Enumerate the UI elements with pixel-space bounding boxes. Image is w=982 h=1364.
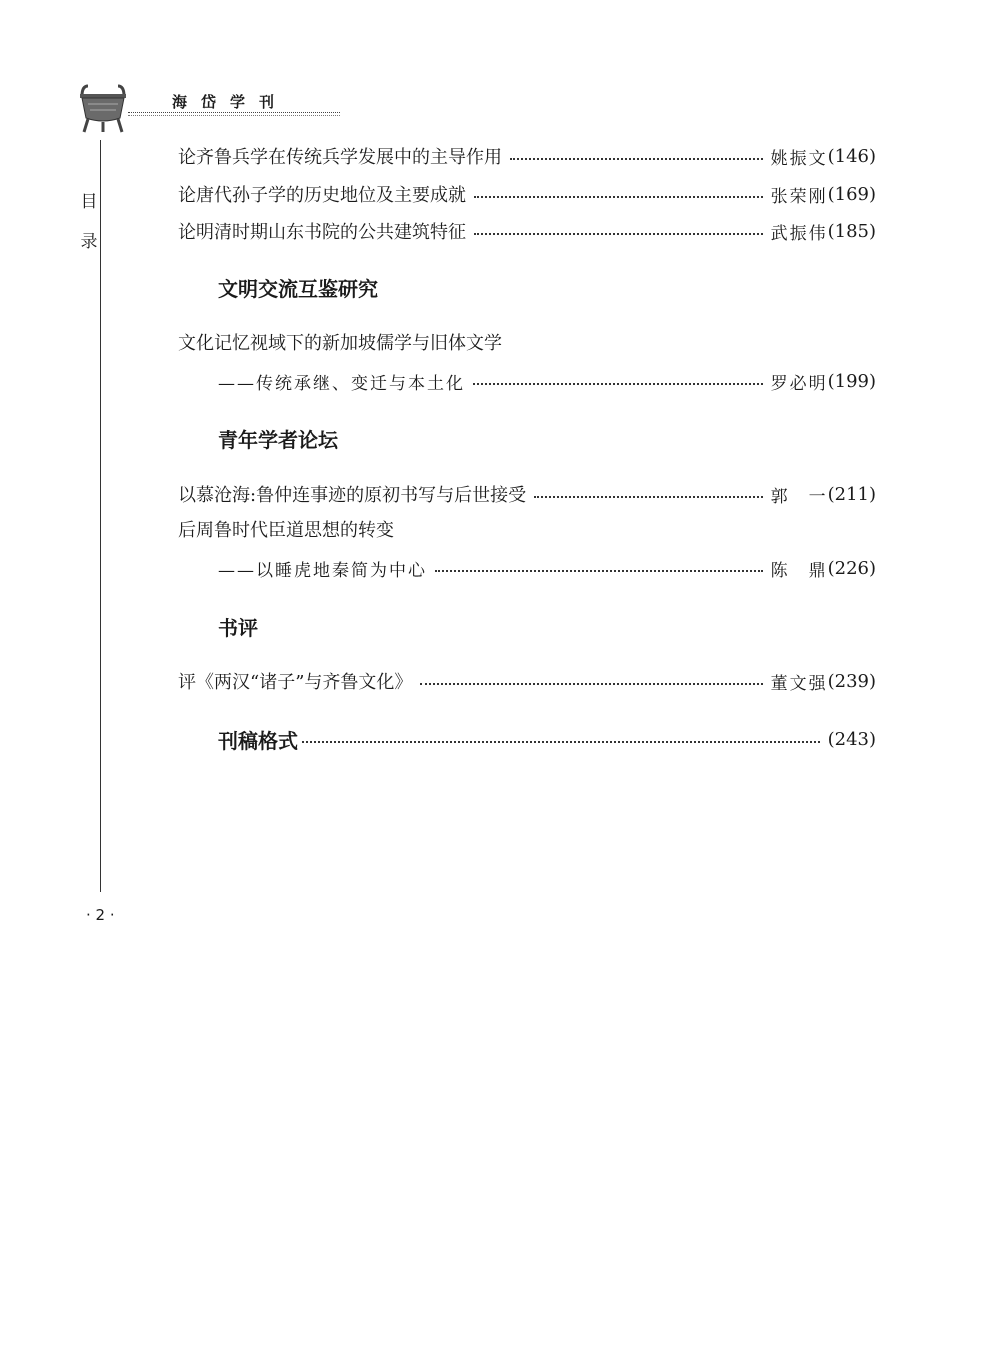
dot-leader bbox=[435, 570, 763, 572]
side-divider bbox=[100, 140, 101, 892]
entry-title[interactable]: 后周鲁时代臣道思想的转变 bbox=[178, 520, 394, 541]
entry-page: (185) bbox=[827, 220, 876, 242]
section-heading: 书评 bbox=[218, 616, 258, 640]
entry-title: 评《两汉“诸子”与齐鲁文化》 bbox=[178, 672, 413, 693]
dot-leader bbox=[420, 683, 762, 685]
entry-title: 论明清时期山东书院的公共建筑特征 bbox=[178, 222, 466, 243]
page-number: · 2 · bbox=[86, 906, 115, 924]
dot-leader bbox=[510, 158, 763, 160]
dot-leader bbox=[534, 496, 763, 498]
toc-entry[interactable] bbox=[218, 367, 876, 395]
entry-page: (199) bbox=[827, 370, 876, 392]
entry-subtitle: ——以睡虎地秦简为中心 bbox=[218, 560, 427, 581]
entry-author: 董文强 bbox=[770, 673, 828, 694]
header-rule bbox=[128, 112, 340, 113]
dot-leader bbox=[473, 383, 763, 385]
entry-author: 郭 一 bbox=[770, 486, 828, 507]
toc-entry[interactable] bbox=[178, 142, 876, 170]
dot-leader bbox=[474, 196, 763, 198]
entry-page: (169) bbox=[827, 183, 876, 205]
toc-entry[interactable] bbox=[178, 480, 876, 508]
toc-entry[interactable] bbox=[178, 180, 876, 208]
entry-author: 姚振文 bbox=[770, 148, 828, 169]
entry-title: 论齐鲁兵学在传统兵学发展中的主导作用 bbox=[178, 147, 502, 168]
dot-leader bbox=[302, 741, 820, 743]
side-label-contents: 目录 bbox=[80, 192, 98, 252]
ding-vessel-icon bbox=[76, 82, 130, 134]
entry-title: 以慕沧海:鲁仲连事迹的原初书写与后世接受 bbox=[178, 485, 527, 506]
entry-page: (243) bbox=[827, 728, 876, 750]
toc-entry[interactable] bbox=[178, 667, 876, 695]
section-heading: 文明交流互鉴研究 bbox=[218, 277, 378, 301]
section-heading: 青年学者论坛 bbox=[218, 428, 338, 452]
entry-subtitle: ——传统承继、变迁与本土化 bbox=[218, 373, 465, 394]
entry-title[interactable]: 文化记忆视域下的新加坡儒学与旧体文学 bbox=[178, 333, 502, 354]
header-rule bbox=[128, 115, 340, 116]
entry-page: (146) bbox=[827, 145, 876, 167]
entry-page: (211) bbox=[827, 483, 876, 505]
entry-page: (226) bbox=[827, 557, 876, 579]
toc-entry[interactable] bbox=[178, 217, 876, 245]
entry-page: (239) bbox=[827, 670, 876, 692]
entry-title: 论唐代孙子学的历史地位及主要成就 bbox=[178, 185, 466, 206]
journal-title: 海岱学刊 bbox=[172, 93, 289, 111]
entry-author: 罗必明 bbox=[770, 373, 828, 394]
toc-entry[interactable] bbox=[218, 725, 876, 753]
dot-leader bbox=[474, 233, 763, 235]
toc-entry[interactable] bbox=[218, 554, 876, 582]
entry-author: 陈 鼎 bbox=[770, 560, 828, 581]
entry-author: 张荣刚 bbox=[770, 186, 828, 207]
section-heading: 刊稿格式 bbox=[218, 728, 298, 753]
entry-author: 武振伟 bbox=[770, 223, 828, 244]
